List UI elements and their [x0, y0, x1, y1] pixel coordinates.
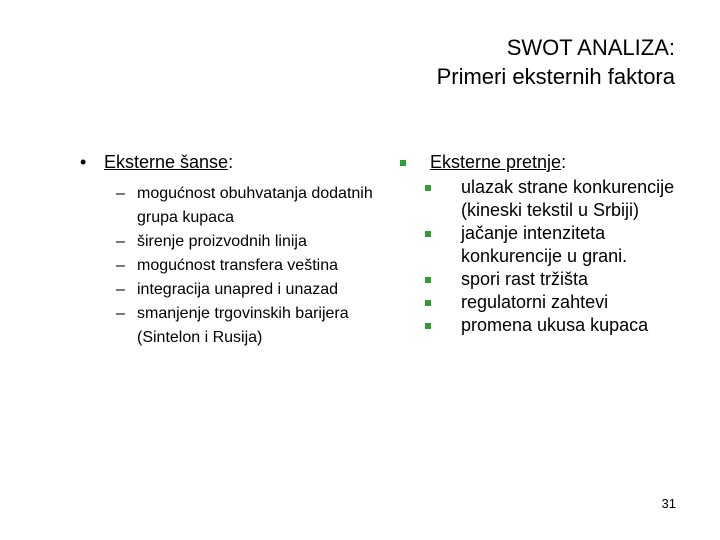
list-item [80, 182, 380, 230]
list-item-text: regulatorni zahtevi [461, 292, 609, 312]
list-item [398, 176, 698, 222]
list-item-text: integracija unapred i unazad [137, 281, 339, 298]
dash-icon: – [116, 257, 125, 274]
list-item-text: promena ukusa kupaca [461, 315, 649, 335]
square-bullet-icon [425, 231, 431, 237]
list-item-text: ulazak strane konkurencije (kineski tekstil u Srbiji) [461, 177, 675, 220]
page-number: 31 [661, 496, 676, 511]
list-item [80, 254, 380, 278]
threats-heading-colon: : [561, 152, 567, 172]
slide-title [275, 33, 675, 91]
opportunities-heading: Eksterne šanse [104, 152, 229, 172]
list-item [398, 314, 698, 337]
square-bullet-icon [425, 185, 431, 191]
square-bullet-icon [425, 300, 431, 306]
square-bullet-icon [425, 277, 431, 283]
opportunities-heading-colon: : [228, 152, 234, 172]
list-item-text: jačanje intenziteta konkurencije u grani. [461, 223, 628, 266]
square-bullet-icon [425, 323, 431, 329]
list-item [80, 230, 380, 254]
bullet-dot-icon: • [80, 152, 87, 172]
square-bullet-icon [400, 160, 406, 166]
list-item-text: mogućnost obuhvatanja dodatnih grupa kupaca [137, 185, 373, 226]
list-item [398, 291, 698, 314]
dash-icon: – [116, 185, 125, 202]
dash-icon: – [116, 233, 125, 250]
list-item [398, 268, 698, 291]
threats-list [398, 176, 698, 337]
opportunities-section [80, 150, 380, 350]
threats-section [398, 150, 698, 337]
threats-heading: Eksterne pretnje [430, 152, 562, 172]
list-item-text: smanjenje trgovinskih barijera (Sintelon i Rusija) [137, 305, 349, 346]
threats-heading-row [398, 150, 698, 174]
list-item-text: širenje proizvodnih linija [137, 233, 307, 250]
opportunities-list [80, 182, 380, 350]
list-item [80, 302, 380, 350]
opportunities-heading-row [80, 150, 380, 174]
list-item-text: spori rast tržišta [461, 269, 589, 289]
title-line-2: Primeri eksternih faktora [436, 64, 675, 89]
title-line-1: SWOT ANALIZA: [506, 35, 675, 60]
list-item [398, 222, 698, 268]
list-item [80, 278, 380, 302]
list-item-text: mogućnost transfera veština [137, 257, 338, 274]
dash-icon: – [116, 281, 125, 298]
dash-icon: – [116, 305, 125, 322]
